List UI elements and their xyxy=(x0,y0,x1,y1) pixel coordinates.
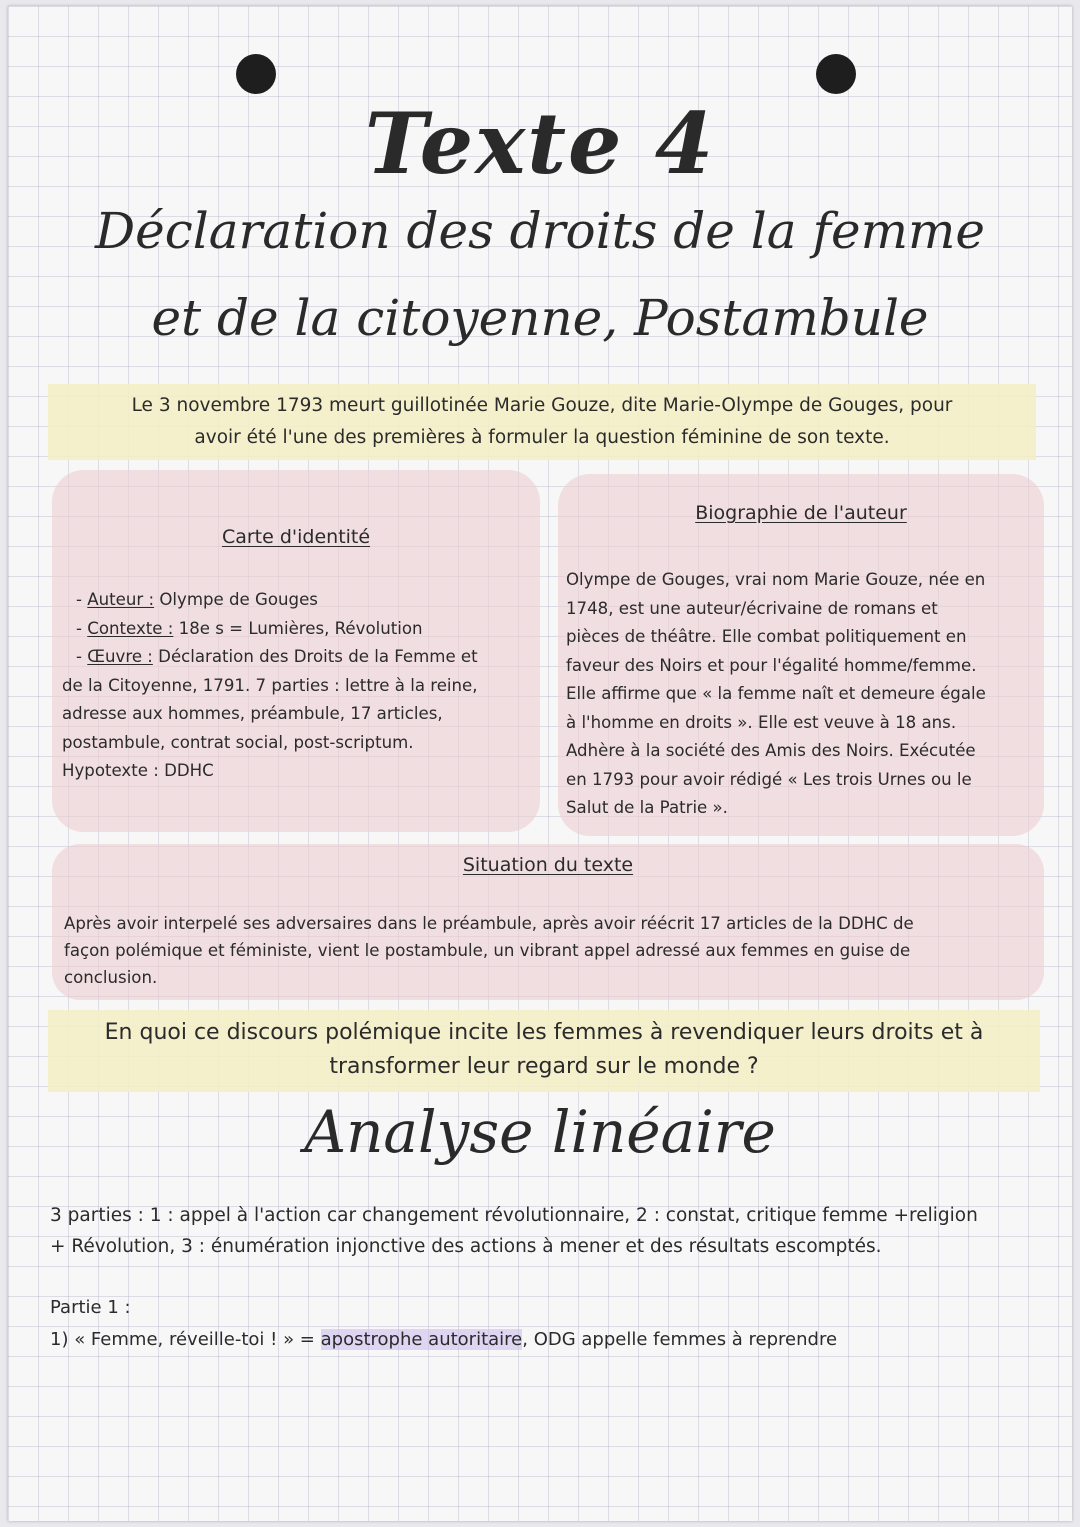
problematic-question xyxy=(48,1010,1040,1092)
biography-line: Elle affirme que « la femme naît et demeure égale xyxy=(566,684,986,703)
intro-highlight xyxy=(48,384,1036,460)
biography-line: Salut de la Patrie ». xyxy=(566,798,728,817)
biography-line: pièces de théâtre. Elle combat politiquement en xyxy=(566,627,967,646)
biography-line: 1748, est une auteur/écrivaine de romans et xyxy=(566,598,938,618)
work-label: Œuvre : xyxy=(87,647,153,666)
subtitle-line-2: et de la citoyenne, Postambule xyxy=(151,289,929,347)
context-label: Contexte : xyxy=(87,618,174,638)
biography-line: faveur des Noirs et pour l'égalité homme/femme. xyxy=(566,655,977,675)
binder-hole-right xyxy=(816,54,856,94)
author-entry: - Auteur : Olympe de Gouges xyxy=(76,590,318,609)
notebook-page xyxy=(8,6,1072,1521)
situation-line: façon polémique et féministe, vient le postambule, un vibrant appel adressé aux femmes en guise de xyxy=(64,941,911,960)
context-value: 18e s = Lumières, Révolution xyxy=(178,618,423,638)
work-value-line-2: de la Citoyenne, 1791. 7 parties : lettre à la reine, xyxy=(62,675,478,695)
identity-card-box xyxy=(52,470,540,832)
item-1-suffix: , ODG appelle femmes à reprendre xyxy=(522,1329,838,1350)
partie-1-heading: Partie 1 : xyxy=(50,1297,131,1318)
biography-line: Olympe de Gouges, vrai nom Marie Gouze, née en xyxy=(566,570,986,589)
intro-line-1: Le 3 novembre 1793 meurt guillotinée Marie Gouze, dite Marie-Olympe de Gouges, pour xyxy=(131,395,953,416)
question-line-1: En quoi ce discours polémique incite les femmes à revendiquer leurs droits et à xyxy=(104,1020,984,1045)
identity-card-heading: Carte d'identité xyxy=(221,526,371,548)
page-title: Texte 4 xyxy=(364,94,716,193)
subtitle-line-1: Déclaration des droits de la femme xyxy=(95,202,985,260)
analysis-title: Analyse linéaire xyxy=(304,1098,776,1166)
author-value: Olympe de Gouges xyxy=(159,590,318,609)
situation-heading: Situation du texte xyxy=(462,854,634,876)
partie-1-section xyxy=(50,1292,1050,1356)
item-1-prefix: 1) « Femme, réveille-toi ! » = xyxy=(50,1329,321,1350)
biography-line: à l'homme en droits ». Elle est veuve à 18 ans. xyxy=(566,712,957,732)
work-value-line-3: adresse aux hommes, préambule, 17 articles, xyxy=(62,704,443,723)
biography-line: Adhère à la société des Amis des Noirs. Exécutée xyxy=(566,741,976,760)
work-value-line-4: postambule, contrat social, post-scriptum. xyxy=(62,732,414,752)
intro-line-2: avoir été l'une des premières à formuler la question féminine de son texte. xyxy=(194,427,890,448)
author-label: Auteur : xyxy=(87,590,155,609)
situation-text xyxy=(64,910,1034,991)
hypotext-entry: Hypotexte : DDHC xyxy=(62,761,214,780)
biography-line: en 1793 pour avoir rédigé « Les trois Urnes ou le xyxy=(566,769,972,789)
question-line-2: transformer leur regard sur le monde ? xyxy=(329,1054,759,1079)
biography-text xyxy=(566,566,1036,823)
partie-1-item-1 xyxy=(50,1324,1050,1356)
situation-box xyxy=(52,844,1044,1000)
binder-hole-left xyxy=(236,54,276,94)
parts-summary xyxy=(50,1200,1070,1262)
parts-summary-line-1: 3 parties : 1 : appel à l'action car changement révolutionnaire, 2 : constat, critique femme +religion xyxy=(50,1205,978,1226)
context-entry: - Contexte : 18e s = Lumières, Révolution xyxy=(76,618,423,638)
biography-box xyxy=(558,474,1044,836)
situation-line: conclusion. xyxy=(64,968,158,987)
work-entry: - Œuvre : Déclaration des Droits de la Femme et xyxy=(76,647,478,666)
parts-summary-line-2: + Révolution, 3 : énumération injonctive des actions à mener et des résultats escomptés. xyxy=(50,1236,882,1257)
identity-card-list xyxy=(62,586,540,786)
biography-heading: Biographie de l'auteur xyxy=(695,502,907,524)
item-1-highlight: apostrophe autoritaire xyxy=(320,1329,523,1350)
situation-line: Après avoir interpelé ses adversaires dans le préambule, après avoir réécrit 17 articles de la DDHC de xyxy=(64,914,914,933)
work-value-line-1: Déclaration des Droits de la Femme et xyxy=(158,647,478,666)
